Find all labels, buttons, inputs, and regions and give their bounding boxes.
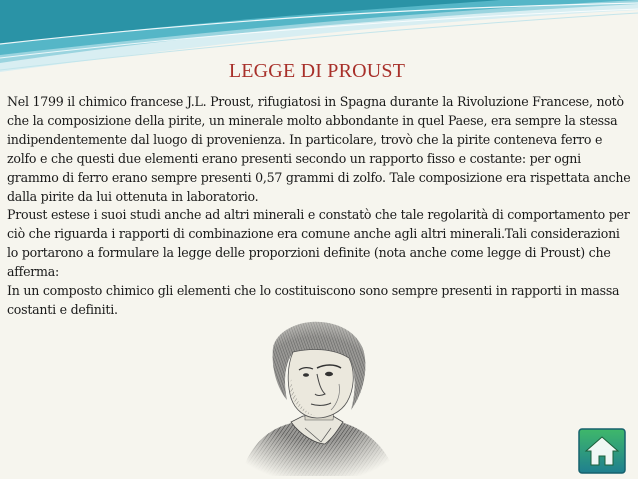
portrait-engraving [221, 318, 411, 476]
body-text [7, 93, 633, 320]
paragraph-1: Nel 1799 il chimico francese J.L. Proust, rifugiatosi in Spagna durante la Rivoluzione Francese, notò che la composizione della pirite, un minerale molto abbondante in quel Paese, era sempre la stessa indipendentemente dal luogo di provenienza. In particolare, trovò che la pirite conteneva ferro e zolfo e che questi due elementi erano presenti secondo un rapporto fisso e costante: per ogni grammo di ferro erano sempre presenti 0,57 grammi di zolfo. Tale composizione era rispettata anche dalla pirite da lui ottenuta in laboratorio. [7, 94, 631, 204]
home-button[interactable] [578, 428, 626, 474]
paragraph-3: In un composto chimico gli elementi che lo costituiscono sono sempre presenti in rapporti in massa costanti e definiti. [7, 283, 620, 317]
paragraph-2: Proust estese i suoi studi anche ad altri minerali e constatò che tale regolarità di comportamento per ciò che riguarda i rapporti di combinazione era comune anche agli altri minerali.Tali considerazioni lo portarono a formulare la legge delle proporzioni definite (nota anche come legge di Proust) che afferma: [7, 207, 630, 280]
slide-title-text: LEGGE DI PROUST [228, 60, 406, 82]
slide-title [0, 60, 638, 83]
